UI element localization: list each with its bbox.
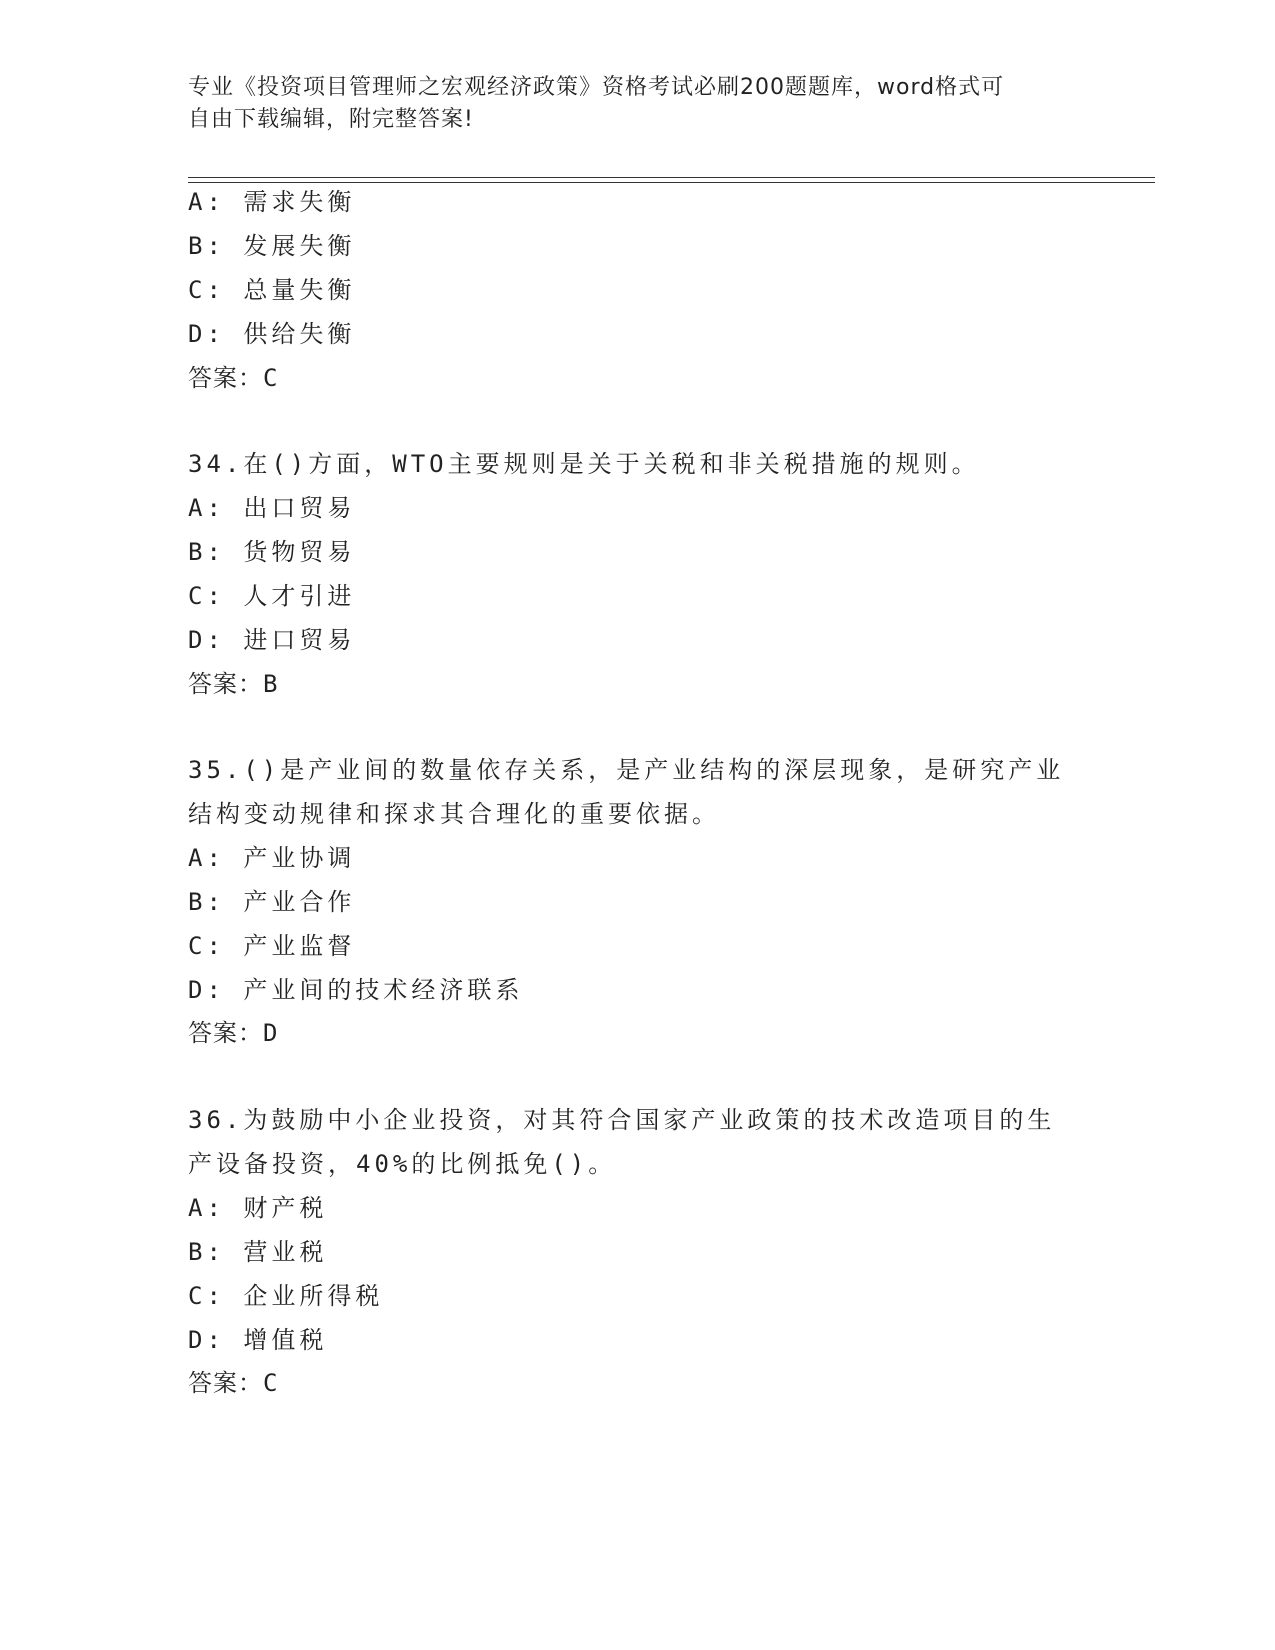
q36-option-a: A: 财产税 [188,1194,328,1222]
answer-label: 答案： [188,670,263,698]
header-line-2: 自由下载编辑，附完整答案! [188,107,474,132]
q33-option-d: D: 供给失衡 [188,320,356,348]
q36-stem-line-1: 36.为鼓励中小企业投资，对其符合国家产业政策的技术改造项目的生 [188,1106,1056,1134]
answer-value: D [263,1019,278,1047]
q35-option-b: B: 产业合作 [188,888,356,916]
document-header [188,72,1068,136]
q33-answer [188,362,277,394]
q33-option-b: B: 发展失衡 [188,232,356,260]
q35-option-a: A: 产业协调 [188,844,356,872]
answer-label: 答案： [188,364,263,392]
answer-value: C [263,364,278,392]
q35-option-d: D: 产业间的技术经济联系 [188,976,524,1004]
answer-value: B [263,670,278,698]
header-line-1: 专业《投资项目管理师之宏观经济政策》资格考试必刷200题题库，word格式可 [188,75,1005,100]
q35-stem-line-1: 35.()是产业间的数量依存关系，是产业结构的深层现象，是研究产业 [188,756,1065,784]
q36-stem-line-2: 产设备投资，40%的比例抵免()。 [188,1150,617,1178]
header-divider [188,177,1155,183]
q35-option-c: C: 产业监督 [188,932,356,960]
q34-option-d: D: 进口贸易 [188,626,356,654]
q34-option-a: A: 出口贸易 [188,494,356,522]
answer-label: 答案： [188,1369,263,1397]
q36-option-b: B: 营业税 [188,1238,328,1266]
q34-answer [188,668,277,700]
answer-value: C [263,1369,278,1397]
q33-option-c: C: 总量失衡 [188,276,356,304]
q34-option-c: C: 人才引进 [188,582,356,610]
q36-answer [188,1367,277,1399]
q33-option-a: A: 需求失衡 [188,188,356,216]
answer-label: 答案： [188,1019,263,1047]
q36-option-c: C: 企业所得税 [188,1282,384,1310]
q34-stem: 34.在()方面，WTO主要规则是关于关税和非关税措施的规则。 [188,450,980,478]
q35-answer [188,1017,277,1049]
q36-option-d: D: 增值税 [188,1326,328,1354]
q35-stem-line-2: 结构变动规律和探求其合理化的重要依据。 [188,800,720,828]
q34-option-b: B: 货物贸易 [188,538,356,566]
